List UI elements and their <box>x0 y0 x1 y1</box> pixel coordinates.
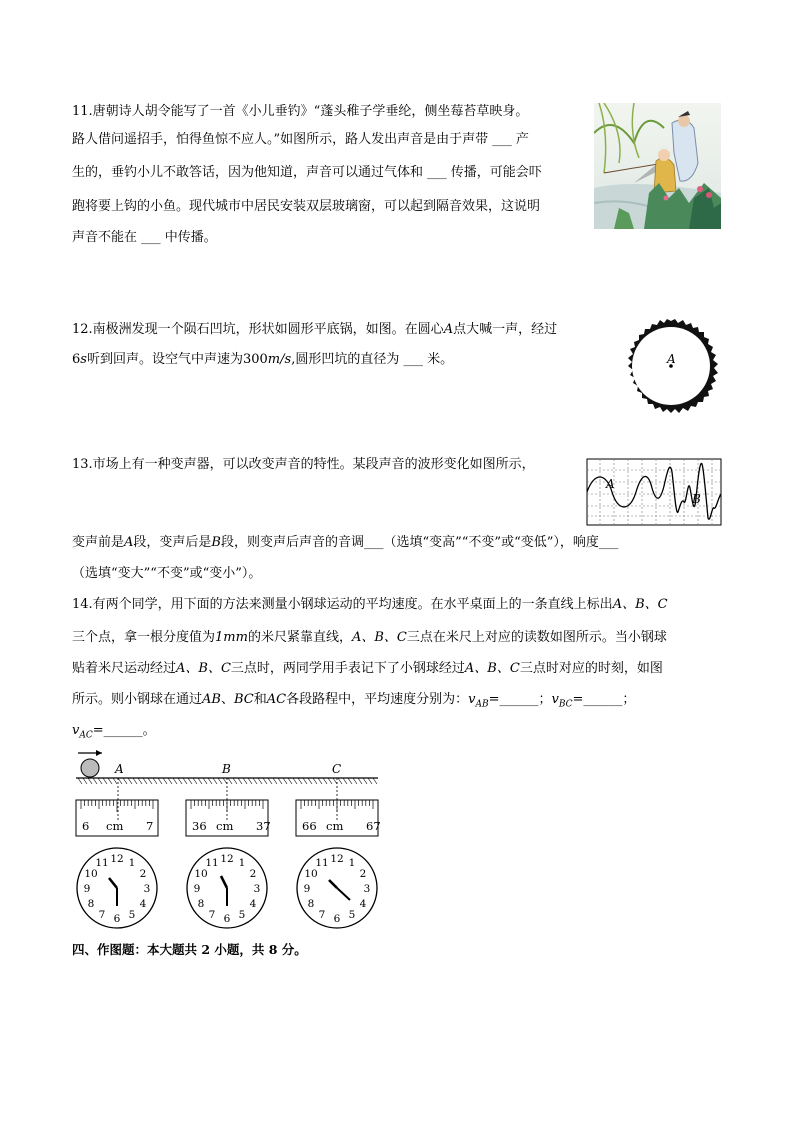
q12-speed-unit: m/s <box>267 352 292 367</box>
q14-points: A、B、C <box>351 630 407 645</box>
hatch-line <box>228 778 232 784</box>
hatch-line <box>223 778 227 784</box>
q14-v-ab: v <box>468 692 476 707</box>
q12-time: 6 <box>72 352 81 367</box>
hatch-line <box>243 778 247 784</box>
q12-text: ,圆形凹坑的直径为 ___ 米。 <box>291 352 454 367</box>
hatch-line <box>288 778 292 784</box>
svg-text:1: 1 <box>238 857 246 870</box>
q11-line1: 11.唐朝诗人胡令能写了一首《小儿垂钓》“蓬头稚子学垂纶，侧坐莓苔草映身。 <box>72 104 529 119</box>
hatch-line <box>263 778 267 784</box>
svg-text:5: 5 <box>128 908 136 921</box>
hatch-line <box>233 778 237 784</box>
svg-text:3: 3 <box>363 883 371 895</box>
q14-seg-bc: BC <box>233 692 254 707</box>
hatch-line <box>333 778 337 784</box>
hatch-line <box>338 778 342 784</box>
svg-text:8: 8 <box>197 898 205 910</box>
q12-speed: 300 <box>242 352 268 367</box>
hatch-line <box>293 778 297 784</box>
svg-text:9: 9 <box>83 883 91 895</box>
hatch-line <box>183 778 187 784</box>
q14-text: 三点时对应的时刻，如图 <box>519 661 663 676</box>
q14-text: 所示。则小钢球在通过 <box>72 692 203 707</box>
q14-line3 <box>72 656 663 682</box>
svg-text:7: 7 <box>318 908 326 921</box>
hatch-line <box>313 778 317 784</box>
hatch-line <box>238 778 242 784</box>
hatch-line <box>363 778 367 784</box>
svg-text:8: 8 <box>307 898 315 910</box>
q12-point-a: A <box>443 322 454 337</box>
hatch-line <box>248 778 252 784</box>
hatch-line <box>213 778 217 784</box>
hatch-line <box>373 778 377 784</box>
steel-ball <box>81 759 99 777</box>
q13-text: 段，变声后是 <box>133 535 212 550</box>
svg-text:11: 11 <box>205 857 219 870</box>
ruler-right-label: 67 <box>366 819 381 833</box>
ruler-1 <box>76 778 158 836</box>
hatch-line <box>268 778 272 784</box>
hatch-line <box>158 778 162 784</box>
q14-v-bc: v <box>551 692 559 707</box>
svg-text:2: 2 <box>359 868 367 880</box>
hatch-line <box>153 778 157 784</box>
svg-text:3: 3 <box>143 883 151 895</box>
svg-text:1: 1 <box>128 857 136 870</box>
hatch-line <box>103 778 107 784</box>
ruler-2 <box>186 778 271 836</box>
svg-text:4: 4 <box>139 898 147 910</box>
hatch-line <box>368 778 372 784</box>
q13-seg-a: A <box>124 535 134 550</box>
q13-line1: 13.市场上有一种变声器，可以改变声音的特性。某段声音的波形变化如图所示， <box>72 457 535 472</box>
q11-line5: 声音不能在 ___ 中传播。 <box>72 230 217 245</box>
svg-text:6: 6 <box>223 913 231 925</box>
hatch-line <box>193 778 197 784</box>
hatch-line <box>108 778 112 784</box>
svg-text:10: 10 <box>304 868 318 880</box>
q13-text: 段，则变声后声音的音调___（选填“变高”“不变”或“变低”），响度___ <box>220 535 619 550</box>
hatch-line <box>358 778 362 784</box>
ruler-right-label: 37 <box>256 819 271 833</box>
section4-heading: 四、作图题：本大题共 2 小题，共 8 分。 <box>72 942 307 957</box>
q14-v-ac: v <box>72 723 80 738</box>
hatch-line <box>118 778 122 784</box>
ruler-3 <box>296 778 381 836</box>
q14-text: 、 <box>220 692 234 707</box>
q14-text: 三点时，两同学用手表记下了小钢球经过 <box>230 661 465 676</box>
ruler-left-label: 6 <box>82 819 90 833</box>
q14-v-bc-blank: =______； <box>572 692 636 707</box>
hatch-line <box>258 778 262 784</box>
hatch-line <box>98 778 102 784</box>
q14-line1 <box>72 592 668 618</box>
ruler-unit-label: cm <box>216 819 234 833</box>
q14-line4 <box>72 687 635 718</box>
hatch-line <box>328 778 332 784</box>
svg-text:7: 7 <box>98 908 106 921</box>
hatch-line <box>188 778 192 784</box>
hatch-line <box>138 778 142 784</box>
point-a-label: A <box>115 762 124 776</box>
hatch-line <box>283 778 287 784</box>
hatch-line <box>303 778 307 784</box>
wave-label-a: A <box>606 477 615 491</box>
q14-v-ab-sub: AB <box>475 699 489 710</box>
hatch-line <box>323 778 327 784</box>
q14-v-ac-blank: =______。 <box>92 723 156 738</box>
hatch-line <box>113 778 117 784</box>
svg-text:11: 11 <box>315 857 329 870</box>
q14-points: A、B、C <box>612 597 668 612</box>
hatch-line <box>128 778 132 784</box>
q14-points: A、B、C <box>464 661 520 676</box>
q14-text: 的米尺紧靠直线， <box>247 630 352 645</box>
hatch-line <box>273 778 277 784</box>
wave-label-b: B <box>692 492 701 506</box>
svg-text:11: 11 <box>95 857 109 870</box>
svg-text:12: 12 <box>110 853 124 865</box>
svg-text:10: 10 <box>194 868 208 880</box>
q12-line2 <box>72 347 453 373</box>
q14-text: 14.有两个同学，用下面的方法来测量小钢球运动的平均速度。在水平桌面上的一条直线上标出 <box>72 597 613 612</box>
q13-line2 <box>72 530 618 556</box>
q14-line2 <box>72 625 667 651</box>
svg-text:5: 5 <box>348 908 356 921</box>
hatch-line <box>173 778 177 784</box>
hatch-line <box>148 778 152 784</box>
hatch-line <box>178 778 182 784</box>
q12-line1 <box>72 317 557 343</box>
hatch-line <box>123 778 127 784</box>
svg-text:12: 12 <box>220 853 234 865</box>
ruler-right-label: 7 <box>146 819 154 833</box>
q14-text: 三点在米尺上对应的读数如图所示。当小钢球 <box>406 630 667 645</box>
q14-text: 贴着米尺运动经过 <box>72 661 177 676</box>
hatch-line <box>83 778 87 784</box>
svg-text:2: 2 <box>139 868 147 880</box>
hatch-line <box>318 778 322 784</box>
svg-text:4: 4 <box>249 898 257 910</box>
hatch-line <box>143 778 147 784</box>
steel-ball-experiment-diagram <box>70 748 390 934</box>
q14-v-ab-blank: =______； <box>488 692 552 707</box>
ruler-unit-label: cm <box>326 819 344 833</box>
hatch-line <box>308 778 312 784</box>
hatch-line <box>198 778 202 784</box>
q14-v-bc-sub: BC <box>558 699 573 710</box>
q14-seg-ac: AC <box>266 692 287 707</box>
svg-text:2: 2 <box>249 868 257 880</box>
fishing-child-illustration <box>594 103 721 229</box>
crater-center-label: A <box>667 352 676 366</box>
q12-text: 点大喊一声，经过 <box>453 322 558 337</box>
clock-3-icon <box>297 848 377 928</box>
svg-text:10: 10 <box>84 868 98 880</box>
waveform-diagram <box>586 458 722 526</box>
hatch-line <box>203 778 207 784</box>
hatch-line <box>163 778 167 784</box>
q14-text: 和 <box>253 692 267 707</box>
q14-seg-ab: AB <box>202 692 221 707</box>
hatch-line <box>133 778 137 784</box>
hatch-line <box>348 778 352 784</box>
hatch-line <box>278 778 282 784</box>
hatch-line <box>208 778 212 784</box>
hatch-line <box>298 778 302 784</box>
svg-text:1: 1 <box>348 857 356 870</box>
svg-text:9: 9 <box>193 883 201 895</box>
svg-text:7: 7 <box>208 908 216 921</box>
hatch-line <box>353 778 357 784</box>
svg-text:3: 3 <box>253 883 261 895</box>
hatch-line <box>218 778 222 784</box>
q14-points: A、B、C <box>176 661 231 676</box>
q12-text: 听到回声。设空气中声速为 <box>86 352 243 367</box>
ruler-left-label: 36 <box>192 819 207 833</box>
hatch-line <box>93 778 97 784</box>
point-c-label: C <box>332 762 342 776</box>
svg-text:6: 6 <box>333 913 341 925</box>
svg-text:5: 5 <box>238 908 246 921</box>
q11-line3: 生的，垂钓小儿不敢答话，因为他知道，声音可以通过气体和 ___ 传播，可能会吓 <box>72 165 542 180</box>
hatch-line <box>88 778 92 784</box>
q12-time-unit: s <box>80 352 87 367</box>
q11-line4: 跑将要上钩的小鱼。现代城市中居民安装双层玻璃窗，可以起到隔音效果，这说明 <box>72 199 541 214</box>
hatch-line <box>253 778 257 784</box>
hatch-line <box>168 778 172 784</box>
q14-text: 三个点，拿一根分度值为 <box>72 630 216 645</box>
crater-diagram <box>620 318 722 414</box>
svg-text:6: 6 <box>113 913 121 925</box>
svg-text:12: 12 <box>330 853 344 865</box>
q13-line3: （选填“变大”“不变”或“变小”）。 <box>72 566 262 581</box>
svg-text:9: 9 <box>303 883 311 895</box>
clock-2-icon <box>187 848 267 928</box>
q14-unit: 1mm <box>215 630 248 645</box>
q14-v-ac-sub: AC <box>79 730 93 741</box>
ruler-unit-label: cm <box>106 819 124 833</box>
q13-text: 变声前是 <box>72 535 125 550</box>
q11-line2: 路人借问遥招手，怕得鱼惊不应人。”如图所示，路人发出声音是由于声带 ___ 产 <box>72 132 529 147</box>
svg-text:4: 4 <box>359 898 367 910</box>
q14-text: 各段路程中，平均速度分别为： <box>286 692 469 707</box>
q14-line5 <box>72 718 156 749</box>
q13-seg-b: B <box>211 535 221 550</box>
svg-text:8: 8 <box>87 898 95 910</box>
hatch-line <box>343 778 347 784</box>
q12-text: 12.南极洲发现一个陨石凹坑，形状如圆形平底锅，如图。在圆心 <box>72 322 444 337</box>
point-b-label: B <box>222 762 231 776</box>
clock-1-icon <box>77 848 157 928</box>
hatch-line <box>78 778 82 784</box>
ruler-left-label: 66 <box>302 819 317 833</box>
